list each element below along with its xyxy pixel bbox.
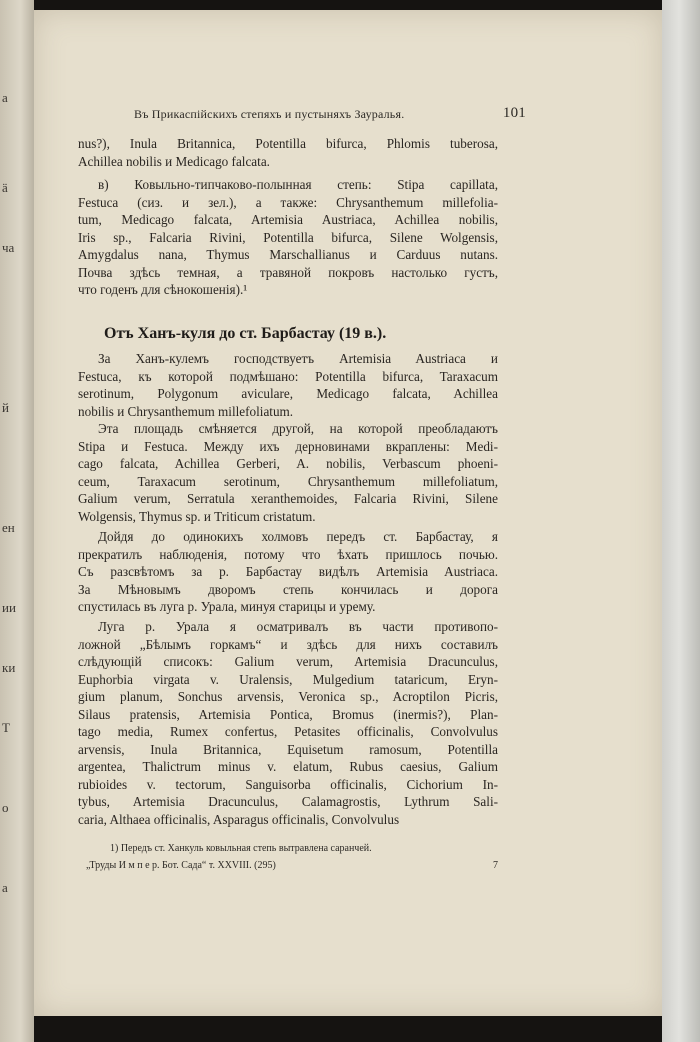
adjacent-page-fragment: й bbox=[2, 400, 9, 415]
text-line: Galium verum, Serratula xeranthemoides, Falcaria Rivini, Silene bbox=[78, 491, 498, 506]
text-line: rubioides v. tectorum, Sanguisorba officinalis, Cichorium In- bbox=[78, 776, 498, 792]
paragraph-ural-meadows bbox=[78, 618, 498, 828]
text-line: что годенъ для сѣнокошенія).¹ bbox=[78, 282, 248, 297]
page-number: 101 bbox=[502, 105, 526, 121]
paragraph-stipa-festuca bbox=[78, 420, 498, 525]
page-footer bbox=[86, 860, 498, 871]
text-line: Эта площадь смѣняется другой, на которой преобладаютъ bbox=[98, 421, 498, 436]
text-line: nus?), Inula Britannica, Potentilla bifurca, Phlomis tuberosa, bbox=[78, 136, 498, 151]
text-line: За Ханъ-кулемъ господствуетъ Artemisia Austriaca и bbox=[98, 351, 498, 366]
text-line: Euphorbia virgata v. Uralensis, Mulgedium tataricum, Eryn- bbox=[78, 671, 498, 687]
text-line: спустилась въ луга р. Урала, минуя старицы и урему. bbox=[78, 599, 376, 614]
text-line: слѣдующій списокъ: Galium verum, Artemisia Dracunculus, bbox=[78, 654, 498, 669]
text-line: Почва здѣсь темная, а травяной покровъ настолько густъ, bbox=[78, 264, 498, 280]
paragraph-khan-kul bbox=[78, 350, 498, 420]
section-heading: Отъ Ханъ-куля до ст. Барбастау (19 в.). bbox=[104, 325, 387, 342]
text-line: прекратилъ наблюденія, потому что ѣхать пришлось почью. bbox=[78, 546, 498, 562]
adjacent-page-fragment: ии bbox=[2, 600, 16, 615]
adjacent-page-fragment: ен bbox=[2, 520, 15, 535]
text-line: Festuca, къ которой подмѣшано: Potentilla bifurca, Taraxacum bbox=[78, 368, 498, 384]
text-line: caria, Althaea officinalis, Asparagus officinalis, Convolvulus bbox=[78, 811, 400, 827]
footnote: 1) Передъ ст. Ханкуль ковыльная степь вытравлена саранчей. bbox=[110, 843, 372, 854]
paragraph-continuation bbox=[78, 135, 498, 170]
adjacent-page-fragment: ä bbox=[2, 180, 8, 195]
adjacent-page-fragment: а bbox=[2, 880, 8, 895]
text-line: tago media, Rumex confertus, Petasites officinalis, Convolvulus bbox=[78, 724, 498, 739]
text-line: tybus, Artemisia Dracunculus, Calamagrostis, Lythrum Sali- bbox=[78, 794, 498, 809]
text-line: cago falcata, Achillea Gerberi, A. nobilis, Verbascum phoeni- bbox=[78, 456, 498, 471]
text-line: Луга р. Урала я осматривалъ въ части противопо- bbox=[98, 619, 498, 634]
text-line: gium planum, Sonchus arvensis, Veronica sp., Acroptilon Picris, bbox=[78, 689, 498, 704]
text-line: Amygdalus nana, Thymus Marschallianus и Carduus nutans. bbox=[78, 247, 498, 262]
running-title: Въ Прикаспійскихъ степяхъ и пустыняхъ Зауралья. bbox=[134, 107, 405, 121]
text-line: nobilis и Chrysanthemum millefoliatum. bbox=[78, 403, 294, 419]
text-line: serotinum, Polygonum aviculare, Medicago falcata, Achillea bbox=[78, 386, 498, 401]
text-line: Achillea nobilis и Medicago falcata. bbox=[78, 153, 270, 169]
text-line: tum, Medicago falcata, Artemisia Austriaca, Achillea nobilis, bbox=[78, 212, 498, 227]
text-line: За Мѣновымъ дворомъ степь кончилась и дорога bbox=[78, 581, 498, 597]
text-line: Silaus pratensis, Artemisia Pontica, Bromus (inermis?), Plan- bbox=[78, 706, 498, 722]
text-line: в) Ковыльно-типчаково-полынная степь: Stipa capillata, bbox=[98, 177, 498, 192]
adjacent-page-fragment: ча bbox=[2, 240, 15, 255]
text-line: ceum, Taraxacum serotinum, Chrysanthemum millefoliatum, bbox=[78, 473, 498, 489]
running-header bbox=[134, 105, 526, 122]
adjacent-page-fragment: о bbox=[2, 800, 9, 815]
text-line: argentea, Thalictrum minus v. elatum, Rubus caesius, Galium bbox=[78, 759, 498, 774]
text-line: Wolgensis, Thymus sp. и Triticum cristatum. bbox=[78, 508, 316, 524]
text-line: Съ разсвѣтомъ за р. Барбастау видѣлъ Artemisia Austriaca. bbox=[78, 564, 498, 579]
paragraph-steppe-type-c bbox=[78, 176, 498, 299]
text-line: Festuca (сиз. и зел.), а также: Chrysanthemum millefolia- bbox=[78, 194, 498, 210]
text-line: Iris sp., Falcaria Rivini, Potentilla bifurca, Silene Wolgensis, bbox=[78, 229, 498, 245]
adjacent-page-fragment: a bbox=[2, 90, 8, 105]
adjacent-page-edge bbox=[0, 0, 34, 1042]
text-line: arvensis, Inula Britannica, Equisetum ramosum, Potentilla bbox=[78, 741, 498, 757]
journal-reference: „Труды И м п е р. Бот. Сада“ т. XXVIII. (295) bbox=[86, 860, 276, 871]
book-edge bbox=[662, 0, 700, 1042]
signature-mark: 7 bbox=[493, 860, 498, 871]
book-page bbox=[34, 10, 662, 1016]
text-line: ложной „Бѣлымъ горкамъ“ и здѣсь для нихъ составилъ bbox=[78, 636, 498, 652]
adjacent-page-fragment: T bbox=[2, 720, 10, 735]
adjacent-page-fragment: ки bbox=[2, 660, 16, 675]
text-line: Stipa и Festuca. Между ихъ дерновинами вкраплены: Medi- bbox=[78, 438, 498, 454]
paragraph-barbastau bbox=[78, 528, 498, 616]
text-line: Дойдя до одинокихъ холмовъ передъ ст. Барбастау, я bbox=[98, 529, 498, 544]
